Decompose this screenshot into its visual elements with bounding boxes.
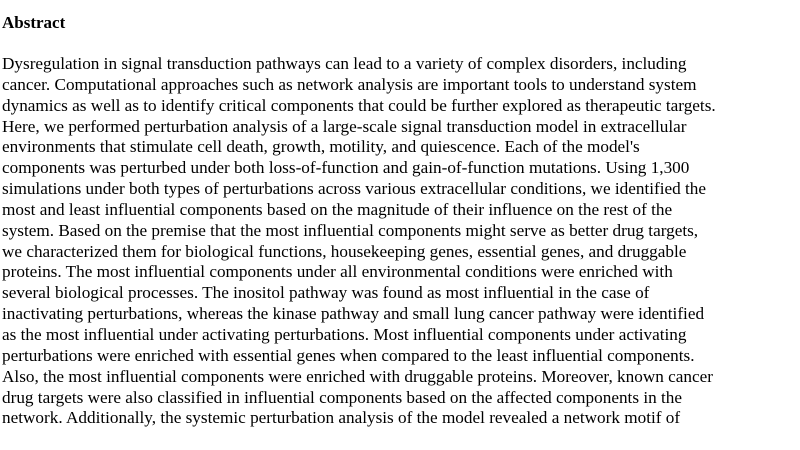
abstract-line: Dysregulation in signal transduction pathways can lead to a variety of complex disorders, including xyxy=(2,54,687,73)
abstract-line: most and least influential components based on the magnitude of their influence on the rest of the xyxy=(2,199,673,219)
abstract-body xyxy=(2,54,800,429)
abstract-line: components was perturbed under both loss-of-function and gain-of-function mutations. Using 1,300 xyxy=(2,158,690,178)
abstract-line: perturbations were enriched with essential genes when compared to the least influential components. xyxy=(2,345,695,365)
abstract-line: drug targets were also classified in influential components based on the affected components in the xyxy=(2,387,682,407)
abstract-line: as the most influential under activating perturbations. Most influential components under activating xyxy=(2,324,687,344)
abstract-line: simulations under both types of perturbations across various extracellular conditions, we identified the xyxy=(2,179,707,199)
abstract-line: inactivating perturbations, whereas the kinase pathway and small lung cancer pathway were identified xyxy=(2,304,705,324)
abstract-line: we characterized them for biological functions, housekeeping genes, essential genes, and druggable xyxy=(2,241,687,261)
abstract-line: environments that stimulate cell death, growth, motility, and quiescence. Each of the model's xyxy=(2,137,640,157)
abstract-line: several biological processes. The inositol pathway was found as most influential in the case of xyxy=(2,283,650,303)
abstract-line: network. Additionally, the systemic perturbation analysis of the model revealed a network motif of xyxy=(2,408,681,428)
abstract-line: proteins. The most influential components under all environmental conditions were enriched with xyxy=(2,262,673,282)
abstract-line: dynamics as well as to identify critical components that could be further explored as therapeutic targets. xyxy=(2,95,716,115)
abstract-heading: Abstract xyxy=(2,13,66,32)
abstract-line: Here, we performed perturbation analysis of a large-scale signal transduction model in extracellular xyxy=(2,116,687,136)
abstract-line: Also, the most influential components were enriched with druggable proteins. Moreover, known cancer xyxy=(2,366,713,386)
abstract-line: cancer. Computational approaches such as network analysis are important tools to understand system xyxy=(2,74,697,94)
abstract-line: system. Based on the premise that the most influential components might serve as better drug targets, xyxy=(2,220,699,240)
